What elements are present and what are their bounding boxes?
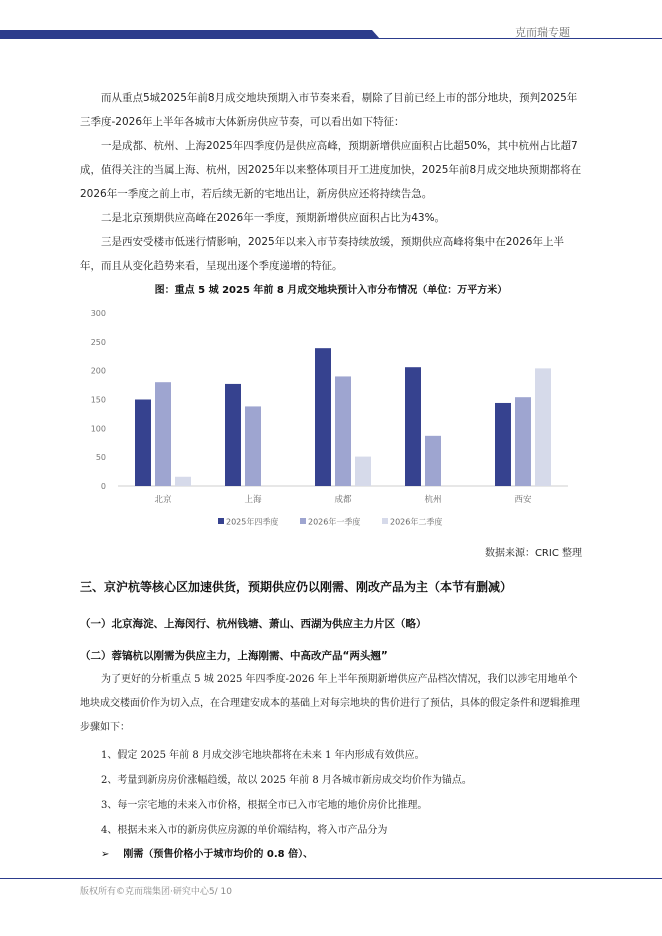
list-item: 2、考量到新房房价涨幅趋缓，故以 2025 年前 8 月各城市新房成交均价作为锚点。: [101, 775, 472, 786]
paragraph-method: 为了更好的分析重点 5 城 2025 年四季度-2026 年上半年预期新增供应产品档次情况，我们以涉宅用地单个地块成交楼面价作为切入点，在合理建安成本的基础上对每宗地块的售价进行了预估，具体的假定条件和逻辑推理步骤如下：: [80, 674, 580, 733]
bar: [495, 403, 511, 486]
list-item: 3、每一宗宅地的未来入市价格，根据全市已入市宅地的地价房价比推理。: [101, 800, 428, 811]
y-tick-label: 300: [90, 309, 106, 318]
bar: [335, 376, 351, 486]
x-tick-label: 成都: [334, 495, 352, 505]
bar: [515, 397, 531, 486]
data-source: 数据来源：CRIC 整理: [484, 548, 582, 559]
paragraph-intro: 而从重点5城2025年前8月成交地块预期入市节奏来看，剔除了目前已经上市的部分地块，预判2025年三季度-2026年上半年各城市大体新房供应节奏，可以看出如下特征：: [80, 92, 578, 128]
footer: [80, 884, 232, 897]
legend-swatch: [382, 518, 388, 524]
bullet-item: [101, 845, 313, 860]
section-title: 三、京沪杭等核心区加速供货，预期供应仍以刚需、刚改产品为主（本节有删减）: [80, 580, 513, 594]
bullet-text: 刚需（预售价格小于城市均价的 0.8 倍）、: [123, 849, 314, 860]
bar: [405, 367, 421, 486]
y-tick-label: 0: [100, 482, 106, 491]
bar: [425, 436, 441, 486]
legend-swatch: [300, 518, 306, 524]
bar: [135, 400, 151, 487]
arrow-bullet-icon: ➢: [101, 849, 110, 860]
chart-title: 图：重点 5 城 2025 年前 8 月成交地块预计入市分布情况（单位：万平方米）: [154, 285, 508, 296]
y-tick-label: 100: [90, 424, 106, 434]
bar: [355, 457, 371, 486]
bar: [245, 406, 261, 486]
y-tick-label: 50: [95, 453, 106, 463]
footer-rule: [0, 878, 662, 879]
page-number: 5/ 10: [208, 887, 232, 897]
y-tick-label: 200: [90, 366, 106, 376]
paragraph-point-1: 一是成都、杭州、上海2025年四季度仍是供应高峰，预期新增供应面积占比超50%，其中杭州占比超7成，值得关注的当属上海、杭州，因2025年以来整体项目开工进度加快，2025年前8月成交地块预期都将在2026年一季度之前上市，若后续无新的宅地出让，新房供应还将持续告急。: [80, 140, 582, 200]
x-tick-label: 北京: [154, 495, 172, 505]
y-tick-label: 150: [90, 395, 106, 405]
header-brand: 克而瑞专题: [515, 26, 570, 39]
list-item: 4、根据未来入市的新房供应房源的单价端结构，将入市产品分为: [101, 825, 388, 836]
paragraph-point-2: 二是北京预期供应高峰在2026年一季度，预期新增供应面积占比为43%。: [101, 212, 446, 224]
legend-swatch: [218, 518, 224, 524]
x-tick-label: 西安: [514, 495, 532, 505]
subsection-title-1: （一）北京海淀、上海闵行、杭州钱塘、萧山、西湖为供应主力片区（略）: [80, 618, 427, 630]
y-tick-label: 250: [90, 337, 106, 347]
bar: [175, 477, 191, 486]
x-tick-label: 杭州: [424, 495, 442, 505]
list-item: 1、假定 2025 年前 8 月成交涉宅地块都将在未来 1 年内形成有效供应。: [101, 750, 425, 761]
x-tick-label: 上海: [244, 495, 262, 505]
legend-label: 2026年一季度: [308, 517, 361, 527]
legend-label: 2025年四季度: [226, 517, 279, 527]
paragraph-point-3: 三是西安受楼市低迷行情影响，2025年以来入市节奏持续放缓，预期供应高峰将集中在2026年上半年，而且从变化趋势来看，呈现出逐个季度递增的特征。: [80, 236, 564, 272]
bar: [155, 382, 171, 486]
subsection-title-2: （二）蓉镐杭以刚需为供应主力，上海刚需、中高改产品“两头翘”: [80, 650, 388, 662]
legend-label: 2026年二季度: [390, 517, 443, 527]
footer-copyright: 版权所有©克而瑞集团·研究中心: [80, 887, 209, 897]
bar: [225, 384, 241, 486]
bar-chart: [80, 300, 582, 536]
bar: [535, 368, 551, 486]
bar: [315, 348, 331, 486]
